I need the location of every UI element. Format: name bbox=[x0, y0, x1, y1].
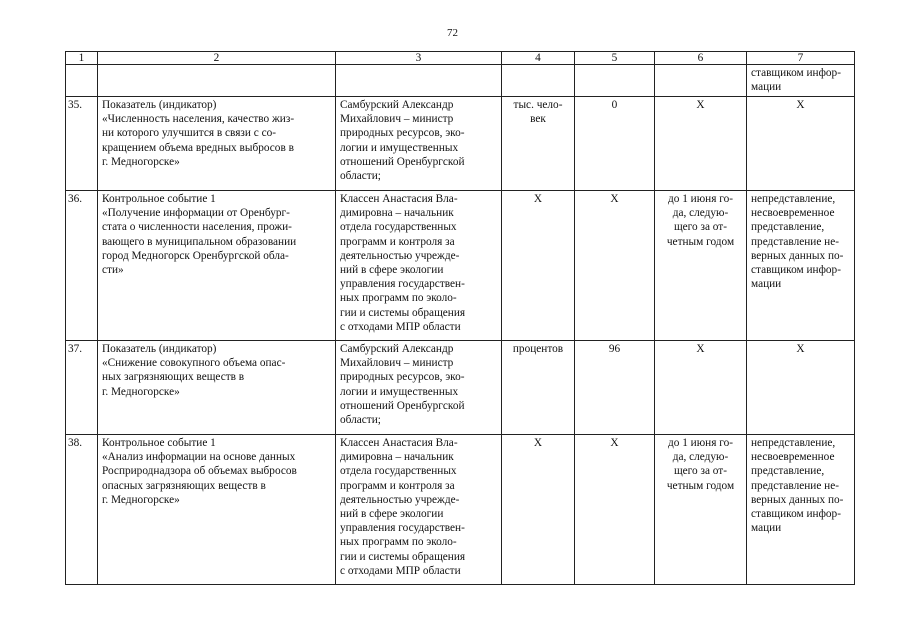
column-header-5: 5 bbox=[575, 52, 655, 65]
cell-value: X bbox=[575, 191, 655, 341]
cell-responsible: Классен Анастасия Вла- димировна – начальник отдела государственных программ и контроля за деятельностью учрежде- ний в сфере экологии управления государствен- ных программ по эколо- гии и системы обращения с отходами МПР области bbox=[336, 435, 502, 585]
cell-responsible: Самбурский Александр Михайлович – министр природных ресурсов, эко- логии и имущественных отношений Оренбургской области; bbox=[336, 97, 502, 191]
cell-deadline: X bbox=[655, 97, 747, 191]
continuation-row bbox=[66, 65, 855, 97]
column-header-1: 1 bbox=[66, 52, 98, 65]
cell-name: Показатель (индикатор) «Снижение совокупного объема опас- ных загрязняющих веществ в г. Медногорске» bbox=[98, 341, 336, 435]
cell-responsible: Классен Анастасия Вла- димировна – начальник отдела государственных программ и контроля за деятельностью учрежде- ний в сфере экологии управления государствен- ных программ по эколо- гии и системы обращения с отходами МПР области bbox=[336, 191, 502, 341]
cell-unit: процентов bbox=[502, 341, 575, 435]
table-row bbox=[66, 97, 855, 191]
cell-value: X bbox=[575, 435, 655, 585]
cell-unit: X bbox=[502, 191, 575, 341]
cell-row-number: 35. bbox=[66, 97, 98, 191]
cell-value: 0 bbox=[575, 97, 655, 191]
cell-risk: X bbox=[747, 341, 855, 435]
cell-name: Показатель (индикатор) «Численность населения, качество жиз- ни которого улучшится в связи с со- кращением объема вредных выбросов в г. Медногорске» bbox=[98, 97, 336, 191]
table-row bbox=[66, 341, 855, 435]
cell-deadline: X bbox=[655, 341, 747, 435]
cell-row-number: 38. bbox=[66, 435, 98, 585]
monitoring-table bbox=[65, 51, 855, 585]
column-header-4: 4 bbox=[502, 52, 575, 65]
table-row bbox=[66, 435, 855, 585]
cell-deadline: до 1 июня го- да, следую- щего за от- четным годом bbox=[655, 435, 747, 585]
cell-unit: X bbox=[502, 435, 575, 585]
cell-empty bbox=[66, 65, 98, 97]
cell-empty bbox=[336, 65, 502, 97]
table-row bbox=[66, 191, 855, 341]
cell-name: Контрольное событие 1 «Получение информации от Оренбург- стата о численности населения, прожи- вающего в муниципальном образовании город Медногорск Оренбургской обла- сти» bbox=[98, 191, 336, 341]
cell-empty bbox=[98, 65, 336, 97]
cell-value: 96 bbox=[575, 341, 655, 435]
column-header-2: 2 bbox=[98, 52, 336, 65]
column-header-7: 7 bbox=[747, 52, 855, 65]
cell-risk: непредставление, несвоевременное представление, представление не- верных данных по- ставщиком инфор- мации bbox=[747, 435, 855, 585]
cell-empty bbox=[575, 65, 655, 97]
cell-unit: тыс. чело- век bbox=[502, 97, 575, 191]
header-row bbox=[66, 52, 855, 65]
cell-responsible: Самбурский Александр Михайлович – министр природных ресурсов, эко- логии и имущественных отношений Оренбургской области; bbox=[336, 341, 502, 435]
cell-empty bbox=[655, 65, 747, 97]
column-header-3: 3 bbox=[336, 52, 502, 65]
cell-deadline: до 1 июня го- да, следую- щего за от- четным годом bbox=[655, 191, 747, 341]
column-header-6: 6 bbox=[655, 52, 747, 65]
cell-row-number: 36. bbox=[66, 191, 98, 341]
cell-risk: непредставление, несвоевременное представление, представление не- верных данных по- ставщиком инфор- мации bbox=[747, 191, 855, 341]
cell-risk: X bbox=[747, 97, 855, 191]
cell-name: Контрольное событие 1 «Анализ информации на основе данных Росприроднадзора об объемах выбросов опасных загрязняющих веществ в г. Медногорске» bbox=[98, 435, 336, 585]
cell-risk: ставщиком инфор- мации bbox=[747, 65, 855, 97]
cell-empty bbox=[502, 65, 575, 97]
cell-row-number: 37. bbox=[66, 341, 98, 435]
page-number: 72 bbox=[447, 27, 458, 39]
